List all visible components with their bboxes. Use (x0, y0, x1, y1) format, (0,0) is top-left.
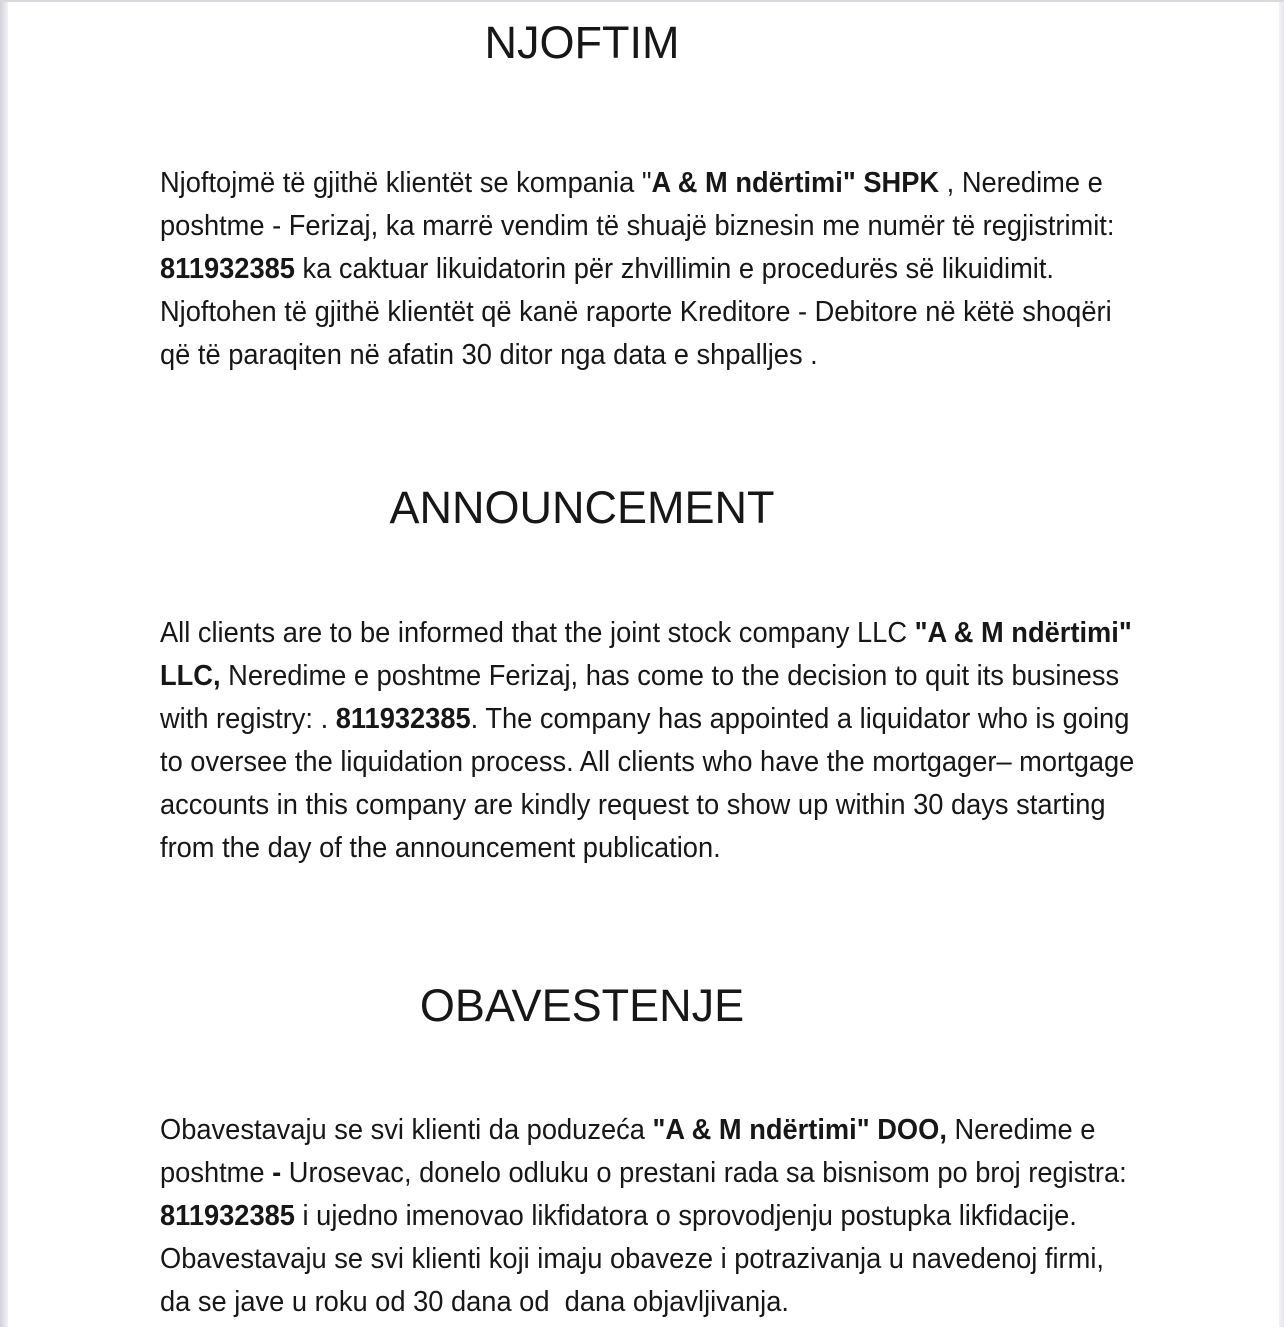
text-run: - (272, 1157, 282, 1189)
page-edge-right-shadow (1279, 2, 1284, 1327)
text-run: Obavestavaju se svi klienti da poduzeća (160, 1114, 653, 1146)
text-run: . The company has appointed a liquidator who is going to oversee the liquidation process. All clients who have the mortgager– mortgage accounts in this company are kindly request to show up within 30 days starting from the day of the announcement publication. (160, 703, 1142, 864)
text-run: 811932385 (335, 703, 471, 735)
section-paragraph-obavestenje (160, 1109, 1138, 1324)
section-paragraph-announcement (160, 612, 1142, 870)
section-title-njoftim: NJOFTIM (484, 17, 680, 68)
text-run: 811932385 (160, 253, 295, 285)
text-run: A & M ndërtimi" SHPK (651, 167, 940, 199)
page-edge-left-shadow (0, 2, 8, 1327)
section-paragraph-njoftim (160, 162, 1138, 377)
text-run: Neredime e poshtme Ferizaj, has come to the decision to quit its business with registry: . (160, 660, 1127, 735)
text-run: Njoftojmë të gjithë klientët se kompania " (160, 167, 652, 199)
text-run: ka caktuar likuidatorin për zhvillimin e procedurës së likuidimit. Njoftohen të gjithë klientët që kanë raporte Kreditore - Debitore në këtë shoqëri që të paraqiten në afatin 30 ditor nga data e shpalljes . (160, 253, 1120, 371)
text-run: "A & M ndërtimi" DOO, (652, 1114, 947, 1146)
text-run: All clients are to be informed that the joint stock company LLC (160, 617, 915, 649)
text-run: 811932385 (160, 1200, 295, 1232)
text-run: , Neredime e poshtme - Ferizaj, ka marrë vendim të shuajë biznesin me numër të regjistrimit: (160, 167, 1123, 242)
page-edge-top (0, 0, 1284, 2)
text-run: Neredime e poshtme (160, 1114, 1103, 1189)
text-run: i ujedno imenovao likfidatora o sprovodjenju postupka likfidacije. Obavestavaju se svi klienti koji imaju obaveze i potrazivanja u navedenoj firmi, da se jave u roku od 30 dana od dana objavljivanja. (160, 1200, 1112, 1318)
text-run: Urosevac, donelo odluku o prestani rada sa bisnisom po broj registra: (281, 1157, 1135, 1189)
section-title-obavestenje: OBAVESTENJE (419, 980, 745, 1031)
text-run: "A & M ndërtimi" LLC, (160, 617, 1140, 692)
section-title-announcement: ANNOUNCEMENT (389, 482, 775, 533)
